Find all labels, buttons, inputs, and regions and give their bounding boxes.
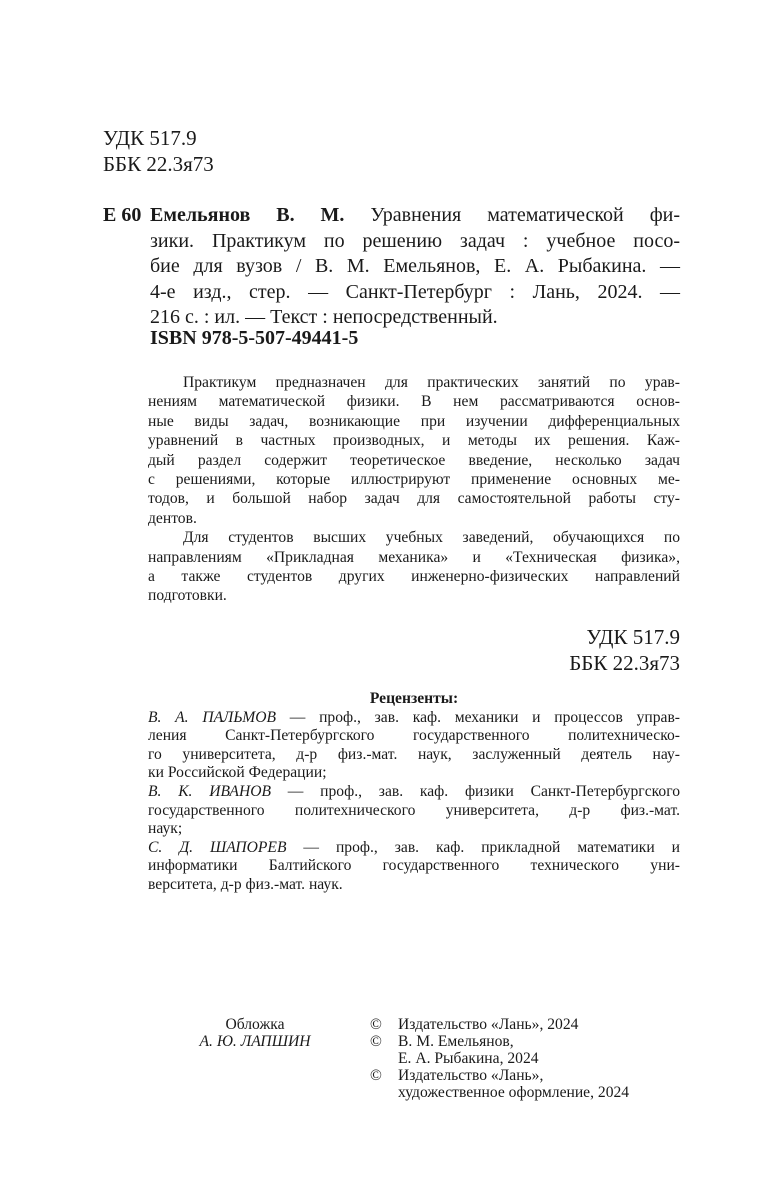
entry-line: Емельянов В. М. Уравнения математической фи- xyxy=(150,204,681,226)
reviewer-line: информатики Балтийского государственного технического уни- xyxy=(148,857,680,875)
udk-code: УДК 517.9 xyxy=(586,625,680,649)
classification-codes-bottom xyxy=(569,624,680,676)
abstract-line: дый раздел содержит теоретическое введение, несколько задач xyxy=(148,451,680,469)
reviewer-line: наук; xyxy=(148,820,183,838)
reviewer-line: В. К. ИВАНОВ — проф., зав. каф. физики Санкт-Петербургского xyxy=(148,782,681,800)
abstract-line: уравнений в частных производных, и методы их решения. Каж- xyxy=(148,432,680,450)
copyright-icon: © xyxy=(370,1033,382,1050)
entry-line: 4-е изд., стер. — Санкт-Петербург : Лань, 2024. — xyxy=(150,280,680,303)
reviewer-line: го университета, д-р физ.-мат. наук, заслуженный деятель нау- xyxy=(148,745,680,763)
bibliographic-entry xyxy=(150,203,680,331)
reviewer-name: В. К. ИВАНОВ xyxy=(148,782,272,800)
udk-code: УДК 517.9 xyxy=(103,126,197,150)
abstract-line: подготовки. xyxy=(148,587,227,605)
abstract-line: нениям математической физики. В нем рассматриваются основ- xyxy=(148,393,680,411)
bbk-code: ББК 22.3я73 xyxy=(569,651,680,675)
classification-codes xyxy=(103,125,214,177)
reviewer-line: С. Д. ШАПОРЕВ — проф., зав. каф. прикладной математики и xyxy=(148,838,680,856)
author-mark: Е 60 xyxy=(103,204,142,226)
reviewers xyxy=(148,690,680,895)
reviewer-line: В. А. ПАЛЬМОВ — проф., зав. каф. механики и процессов управ- xyxy=(148,708,680,726)
entry-author: Емельянов В. М. xyxy=(150,204,345,226)
entry-line: 216 с. : ил. — Текст : непосредственный. xyxy=(150,306,498,328)
cover-credit xyxy=(175,1016,335,1050)
abstract-line: а также студентов других инженерно-физических направлений xyxy=(148,568,680,586)
reviewers-title: Рецензенты: xyxy=(369,690,459,707)
abstract-line: Для студентов высших учебных заведений, обучающихся по xyxy=(183,529,680,547)
copyright-line: Е. А. Рыбакина, 2024 xyxy=(398,1050,539,1067)
isbn: ISBN 978-5-507-49441-5 xyxy=(150,327,359,349)
copyright-icon: © xyxy=(370,1067,382,1084)
reviewer-line: ления Санкт-Петербургского государственного политехническо- xyxy=(148,727,680,745)
bbk-code: ББК 22.3я73 xyxy=(103,152,214,176)
copyright-block xyxy=(370,1016,629,1101)
reviewer-line: ки Российской Федерации; xyxy=(148,764,327,782)
reviewer-name: С. Д. ШАПОРЕВ xyxy=(148,838,287,856)
reviewer-line: верситета, д-р физ.-мат. наук. xyxy=(148,875,343,893)
copyright-line: © Издательство «Лань», xyxy=(370,1067,544,1084)
abstract-line: тодов, и большой набор задач для самостоятельной работы сту- xyxy=(148,490,680,508)
abstract-line: с решениями, которые иллюстрируют применение основных ме- xyxy=(148,471,680,489)
copyright-line: © Издательство «Лань», 2024 xyxy=(370,1016,579,1033)
copyright-line: © В. М. Емельянов, xyxy=(370,1033,514,1050)
abstract-line: ные виды задач, возникающие при изучении дифференциальных xyxy=(148,412,680,430)
reviewer-name: В. А. ПАЛЬМОВ xyxy=(148,708,277,726)
abstract-line: Практикум предназначен для практических занятий по урав- xyxy=(183,374,680,391)
entry-line: зики. Практикум по решению задач : учебное посо- xyxy=(150,229,680,252)
cover-label: Обложка xyxy=(225,1016,285,1033)
copyright-icon: © xyxy=(370,1016,382,1033)
abstract-line: направлениям «Прикладная механика» и «Техническая физика», xyxy=(148,548,680,566)
abstract-line: дентов. xyxy=(148,509,197,527)
cover-artist: А. Ю. ЛАПШИН xyxy=(199,1033,311,1050)
abstract xyxy=(148,373,680,606)
copyright-line: художественное оформление, 2024 xyxy=(398,1084,630,1101)
reviewer-line: государственного политехнического университета, д-р физ.-мат. xyxy=(148,801,680,819)
entry-line: бие для вузов / В. М. Емельянов, Е. А. Рыбакина. — xyxy=(150,255,680,277)
